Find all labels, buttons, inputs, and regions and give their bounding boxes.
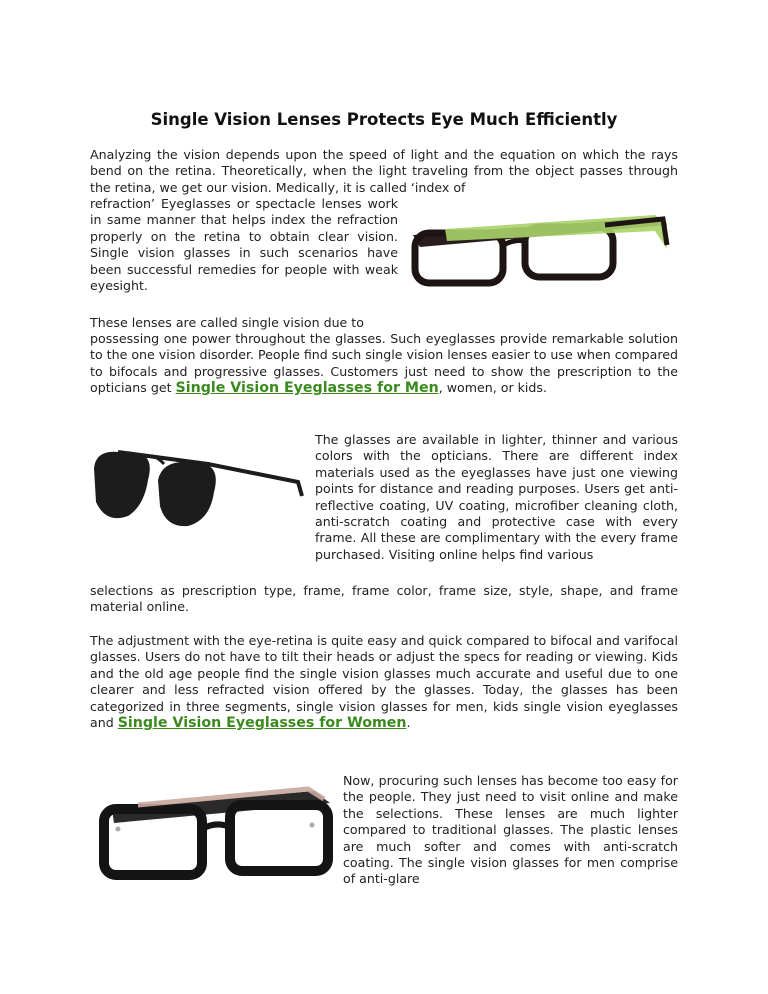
paragraph-3-wrap: The glasses are available in lighter, thinner and various colors with the opticians. There are different index materials used as the eyeglasses have just one viewing points for distance and reading purposes. Users get anti-reflective coating, UV coating, microfiber cleaning cloth, anti-scratch coating and protective case with every frame. All these are complimentary with the every frame purchased. Visiting online helps find various	[315, 432, 678, 562]
paragraph-1-full: Analyzing the vision depends upon the speed of light and the equation on which the rays bend on the retina. Theoretically, when the light traveling from the object passes through the retina, we get our vision. Medically, it is called ‘index of	[90, 147, 678, 195]
paragraph-2-end: , women, or kids.	[438, 380, 547, 396]
link-single-vision-men[interactable]: Single Vision Eyeglasses for Men	[175, 380, 439, 397]
paragraph-4-end: .	[406, 715, 411, 731]
green-frame-eyeglasses-image	[405, 205, 680, 295]
paragraph-3-full: selections as prescription type, frame, frame color, frame size, style, shape, and frame material online.	[90, 583, 678, 615]
page-title: Single Vision Lenses Protects Eye Much Efficiently	[150, 110, 618, 129]
paragraph-1-wrap: refraction’ Eyeglasses or spectacle lenses work in same manner that helps index the refraction properly on the retina to obtain clear vision. Single vision glasses in such scenarios have been successful remedies for people with weak eyesight.	[90, 196, 398, 294]
paragraph-2-full	[90, 331, 678, 397]
paragraph-4-text: The adjustment with the eye-retina is quite easy and quick compared to bifocal and varifocal glasses. Users do not have to tilt their heads or adjust the specs for reading or viewing. Kids and the old age people find the single vision glasses much accurate and useful due to one clearer and less refracted vision offered by the glasses. Today, the glasses has been categorized in three segments, single vision glasses for men, kids single vision eyeglasses and	[90, 633, 678, 731]
black-rectangular-eyeglasses-image	[98, 785, 340, 890]
paragraph-4	[90, 633, 678, 731]
paragraph-2-wrap: These lenses are called single vision due to	[90, 315, 364, 330]
black-sunglasses-image	[88, 440, 310, 540]
paragraph-2-text: possessing one power throughout the glasses. Such eyeglasses provide remarkable solution to the one vision disorder. People find such single vision lenses easier to use when compared to bifocals and progressive glasses. Customers just need to show the prescription to the opticians get	[90, 331, 678, 396]
paragraph-5-wrap: Now, procuring such lenses has become too easy for the people. They just need to visit online and make the selections. These lenses are much lighter compared to traditional glasses. The plastic lenses are much softer and comes with anti-scratch coating. The single vision glasses for men comprise of anti-glare	[343, 773, 678, 887]
link-single-vision-women[interactable]: Single Vision Eyeglasses for Women	[117, 715, 407, 732]
